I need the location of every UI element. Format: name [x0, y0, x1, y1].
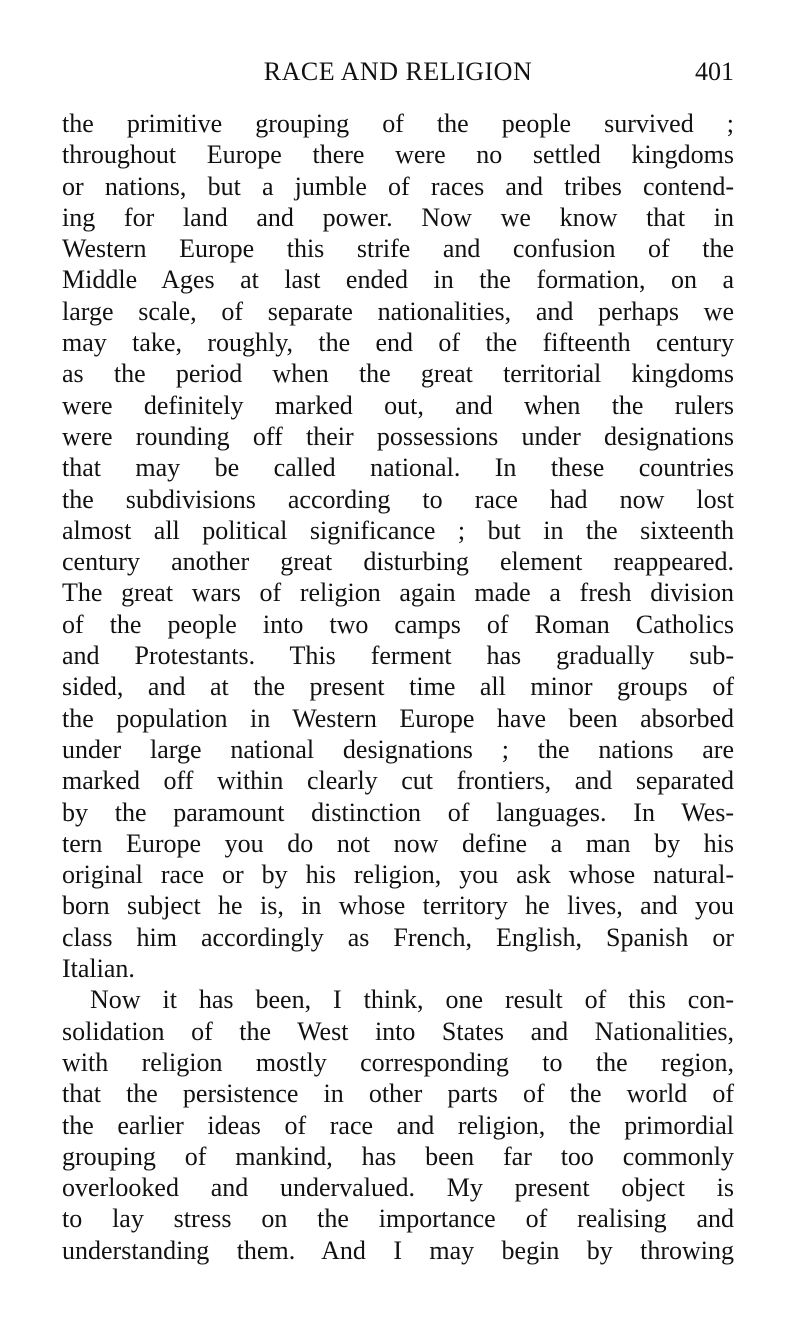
text-line: the subdivisions according to race had now lost [62, 484, 734, 514]
text-line: may take, roughly, the end of the fifteenth century [62, 328, 734, 358]
text-line: marked off within clearly cut frontiers, and separated [62, 766, 734, 796]
text-line: and Protestants. This ferment has gradually sub- [62, 641, 734, 671]
text-line: grouping of mankind, has been far too commonly [62, 1141, 734, 1171]
running-head [62, 52, 734, 92]
paragraph-2 [62, 984, 734, 1266]
text-line: were definitely marked out, and when the rulers [62, 390, 734, 420]
text-line: ing for land and power. Now we know that in [62, 202, 734, 232]
text-line: sided, and at the present time all minor groups of [62, 672, 734, 702]
text-line: Western Europe this strife and confusion of the [62, 234, 734, 264]
text-line: the population in Western Europe have been absorbed [62, 703, 734, 733]
text-line: The great wars of religion again made a fresh division [62, 578, 734, 608]
page-number: 401 [695, 57, 734, 86]
text-line: were rounding off their possessions under designations [62, 421, 734, 451]
text-line: overlooked and undervalued. My present object is [62, 1173, 734, 1203]
text-line: that the persistence in other parts of the world of [62, 1079, 734, 1109]
text-line: by the paramount distinction of languages. In Wes- [62, 797, 734, 827]
text-line: solidation of the West into States and Nationalities, [62, 1016, 734, 1046]
text-line: century another great disturbing element reappeared. [62, 547, 734, 577]
text-line: Now it has been, I think, one result of this con- [90, 985, 734, 1015]
text-line: with religion mostly corresponding to the region, [62, 1047, 734, 1077]
text-line: born subject he is, in whose territory he lives, and you [62, 891, 734, 921]
text-line: of the people into two camps of Roman Catholics [62, 609, 734, 639]
text-line: the primitive grouping of the people survived ; [62, 109, 734, 138]
text-line: or nations, but a jumble of races and tribes contend- [62, 171, 734, 201]
text-line: under large national designations ; the nations are [62, 734, 734, 764]
running-title: RACE AND RELIGION [263, 57, 533, 86]
text-line: original race or by his religion, you ask whose natural- [62, 860, 734, 890]
text-line: large scale, of separate nationalities, and perhaps we [62, 296, 734, 326]
text-line: Middle Ages at last ended in the formation, on a [62, 265, 734, 295]
text-line: Italian. [62, 954, 135, 984]
text-line: understanding them. And I may begin by throwing [62, 1235, 734, 1265]
text-line: tern Europe you do not now define a man by his [62, 828, 734, 858]
paragraph-1 [62, 108, 734, 984]
text-line: to lay stress on the importance of realising and [62, 1204, 734, 1234]
text-line: class him accordingly as French, English, Spanish or [62, 922, 734, 952]
body-text [62, 108, 734, 1266]
text-line: throughout Europe there were no settled kingdoms [62, 140, 734, 170]
text-line: the earlier ideas of race and religion, the primordial [62, 1110, 734, 1140]
text-line: as the period when the great territorial kingdoms [62, 359, 734, 389]
text-line: almost all political significance ; but in the sixteenth [62, 515, 734, 545]
text-line: that may be called national. In these countries [62, 453, 734, 483]
